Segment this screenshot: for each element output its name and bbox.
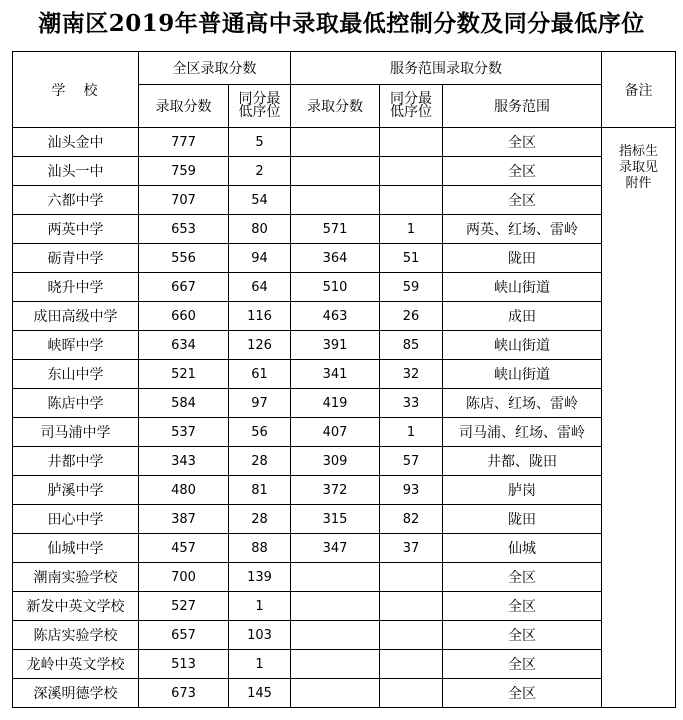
cell-service-rank: 85 <box>380 331 443 360</box>
cell-service-rank <box>380 186 443 215</box>
cell-district-rank: 28 <box>229 447 291 476</box>
cell-district-score: 584 <box>139 389 229 418</box>
cell-school: 龙岭中英文学校 <box>13 650 139 679</box>
cell-service-score: 419 <box>291 389 380 418</box>
cell-service-score: 315 <box>291 505 380 534</box>
note-line: 录取见 <box>619 160 659 175</box>
cell-district-rank: 88 <box>229 534 291 563</box>
cell-service-score <box>291 563 380 592</box>
header-district-rank <box>229 85 291 128</box>
cell-district-rank: 2 <box>229 157 291 186</box>
cell-district-score: 387 <box>139 505 229 534</box>
cell-school: 峡晖中学 <box>13 331 139 360</box>
cell-service-score <box>291 621 380 650</box>
cell-service-rank: 33 <box>380 389 443 418</box>
cell-service-rank <box>380 679 443 708</box>
cell-school: 陈店实验学校 <box>13 621 139 650</box>
table-row <box>13 534 676 563</box>
header-district-score: 录取分数 <box>139 85 229 128</box>
cell-service-area: 峡山街道 <box>443 273 602 302</box>
table-row <box>13 563 676 592</box>
cell-district-rank: 80 <box>229 215 291 244</box>
cell-service-score <box>291 650 380 679</box>
cell-service-score: 463 <box>291 302 380 331</box>
cell-service-rank: 51 <box>380 244 443 273</box>
table-row <box>13 360 676 389</box>
header-service-area: 服务范围 <box>443 85 602 128</box>
cell-school: 两英中学 <box>13 215 139 244</box>
cell-service-score: 309 <box>291 447 380 476</box>
header-service-rank <box>380 85 443 128</box>
cell-school: 陈店中学 <box>13 389 139 418</box>
cell-service-area: 全区 <box>443 621 602 650</box>
cell-school: 成田高级中学 <box>13 302 139 331</box>
cell-district-score: 660 <box>139 302 229 331</box>
cell-district-rank: 28 <box>229 505 291 534</box>
cell-district-score: 653 <box>139 215 229 244</box>
cell-service-area: 全区 <box>443 186 602 215</box>
page-title: 潮南区2019年普通高中录取最低控制分数及同分最低序位 <box>38 10 645 37</box>
header-service-group: 服务范围录取分数 <box>291 52 602 85</box>
cell-service-score: 364 <box>291 244 380 273</box>
cell-district-rank: 64 <box>229 273 291 302</box>
cell-school: 晓升中学 <box>13 273 139 302</box>
cell-service-rank: 82 <box>380 505 443 534</box>
cell-district-rank: 116 <box>229 302 291 331</box>
cell-service-rank: 57 <box>380 447 443 476</box>
cell-school: 砺青中学 <box>13 244 139 273</box>
table-row <box>13 389 676 418</box>
cell-service-area: 仙城 <box>443 534 602 563</box>
cell-district-rank: 54 <box>229 186 291 215</box>
cell-service-rank <box>380 563 443 592</box>
cell-service-area: 全区 <box>443 679 602 708</box>
cell-school: 田心中学 <box>13 505 139 534</box>
cell-service-area: 陈店、红场、雷岭 <box>443 389 602 418</box>
cell-district-score: 521 <box>139 360 229 389</box>
header-service-rank-line2: 低序位 <box>390 104 432 120</box>
table-row <box>13 679 676 708</box>
cell-district-rank: 103 <box>229 621 291 650</box>
cell-service-area: 陇田 <box>443 505 602 534</box>
cell-service-area: 井都、陇田 <box>443 447 602 476</box>
cell-school: 潮南实验学校 <box>13 563 139 592</box>
cell-service-area: 司马浦、红场、雷岭 <box>443 418 602 447</box>
table-row <box>13 215 676 244</box>
table-row <box>13 505 676 534</box>
cell-service-rank: 37 <box>380 534 443 563</box>
cell-district-score: 759 <box>139 157 229 186</box>
cell-school: 司马浦中学 <box>13 418 139 447</box>
cell-service-score <box>291 157 380 186</box>
cell-district-score: 700 <box>139 563 229 592</box>
cell-district-score: 537 <box>139 418 229 447</box>
cell-service-score: 510 <box>291 273 380 302</box>
admission-score-table <box>12 51 676 708</box>
header-district-rank-line2: 低序位 <box>238 104 281 120</box>
cell-service-area: 全区 <box>443 563 602 592</box>
cell-service-rank <box>380 128 443 157</box>
cell-service-area: 全区 <box>443 592 602 621</box>
cell-district-rank: 61 <box>229 360 291 389</box>
note-line: 附件 <box>625 176 652 191</box>
cell-service-score: 347 <box>291 534 380 563</box>
cell-service-area: 两英、红场、雷岭 <box>443 215 602 244</box>
cell-service-area: 成田 <box>443 302 602 331</box>
table-row <box>13 592 676 621</box>
table-row <box>13 418 676 447</box>
cell-district-rank: 81 <box>229 476 291 505</box>
cell-service-rank: 1 <box>380 215 443 244</box>
cell-service-score <box>291 679 380 708</box>
cell-school: 仙城中学 <box>13 534 139 563</box>
cell-service-rank <box>380 157 443 186</box>
cell-service-rank <box>380 650 443 679</box>
cell-district-score: 634 <box>139 331 229 360</box>
cell-service-score: 341 <box>291 360 380 389</box>
cell-school: 深溪明德学校 <box>13 679 139 708</box>
cell-district-score: 556 <box>139 244 229 273</box>
header-school: 学 校 <box>13 52 139 128</box>
cell-school: 胪溪中学 <box>13 476 139 505</box>
cell-school: 新发中英文学校 <box>13 592 139 621</box>
table-row <box>13 331 676 360</box>
cell-service-rank: 1 <box>380 418 443 447</box>
cell-service-area: 全区 <box>443 128 602 157</box>
cell-district-score: 513 <box>139 650 229 679</box>
cell-district-score: 777 <box>139 128 229 157</box>
cell-district-score: 457 <box>139 534 229 563</box>
cell-service-area: 全区 <box>443 157 602 186</box>
cell-service-rank: 93 <box>380 476 443 505</box>
cell-service-score <box>291 186 380 215</box>
note-cell <box>602 128 676 708</box>
table-row <box>13 157 676 186</box>
table-row <box>13 244 676 273</box>
table-row <box>13 650 676 679</box>
table-row <box>13 273 676 302</box>
cell-school: 六都中学 <box>13 186 139 215</box>
table-row <box>13 128 676 157</box>
cell-service-rank: 26 <box>380 302 443 331</box>
cell-district-rank: 1 <box>229 650 291 679</box>
cell-service-rank <box>380 592 443 621</box>
cell-service-rank: 32 <box>380 360 443 389</box>
cell-district-rank: 97 <box>229 389 291 418</box>
header-district-rank-line1: 同分最 <box>238 91 281 107</box>
cell-district-score: 707 <box>139 186 229 215</box>
cell-service-score <box>291 128 380 157</box>
cell-service-rank: 59 <box>380 273 443 302</box>
cell-service-area: 陇田 <box>443 244 602 273</box>
table-body <box>13 128 676 708</box>
cell-service-score: 571 <box>291 215 380 244</box>
note-line: 指标生 <box>619 144 659 159</box>
cell-school: 汕头一中 <box>13 157 139 186</box>
cell-district-rank: 1 <box>229 592 291 621</box>
table-row <box>13 476 676 505</box>
cell-district-score: 480 <box>139 476 229 505</box>
cell-district-rank: 56 <box>229 418 291 447</box>
cell-district-rank: 139 <box>229 563 291 592</box>
header-service-rank-line1: 同分最 <box>390 91 432 107</box>
table-row <box>13 186 676 215</box>
table-row <box>13 621 676 650</box>
cell-service-area: 峡山街道 <box>443 331 602 360</box>
cell-service-area: 全区 <box>443 650 602 679</box>
table-row <box>13 302 676 331</box>
cell-district-rank: 5 <box>229 128 291 157</box>
cell-district-score: 673 <box>139 679 229 708</box>
header-note: 备注 <box>602 52 676 128</box>
cell-district-rank: 145 <box>229 679 291 708</box>
table-row <box>13 447 676 476</box>
cell-district-rank: 126 <box>229 331 291 360</box>
cell-district-rank: 94 <box>229 244 291 273</box>
cell-district-score: 657 <box>139 621 229 650</box>
cell-school: 汕头金中 <box>13 128 139 157</box>
cell-service-area: 峡山街道 <box>443 360 602 389</box>
cell-district-score: 667 <box>139 273 229 302</box>
header-district-group: 全区录取分数 <box>139 52 291 85</box>
cell-school: 井都中学 <box>13 447 139 476</box>
cell-school: 东山中学 <box>13 360 139 389</box>
header-service-score: 录取分数 <box>291 85 380 128</box>
cell-service-score: 391 <box>291 331 380 360</box>
cell-service-score: 372 <box>291 476 380 505</box>
cell-service-score: 407 <box>291 418 380 447</box>
cell-district-score: 527 <box>139 592 229 621</box>
cell-service-rank <box>380 621 443 650</box>
cell-service-area: 胪岗 <box>443 476 602 505</box>
cell-service-score <box>291 592 380 621</box>
cell-district-score: 343 <box>139 447 229 476</box>
